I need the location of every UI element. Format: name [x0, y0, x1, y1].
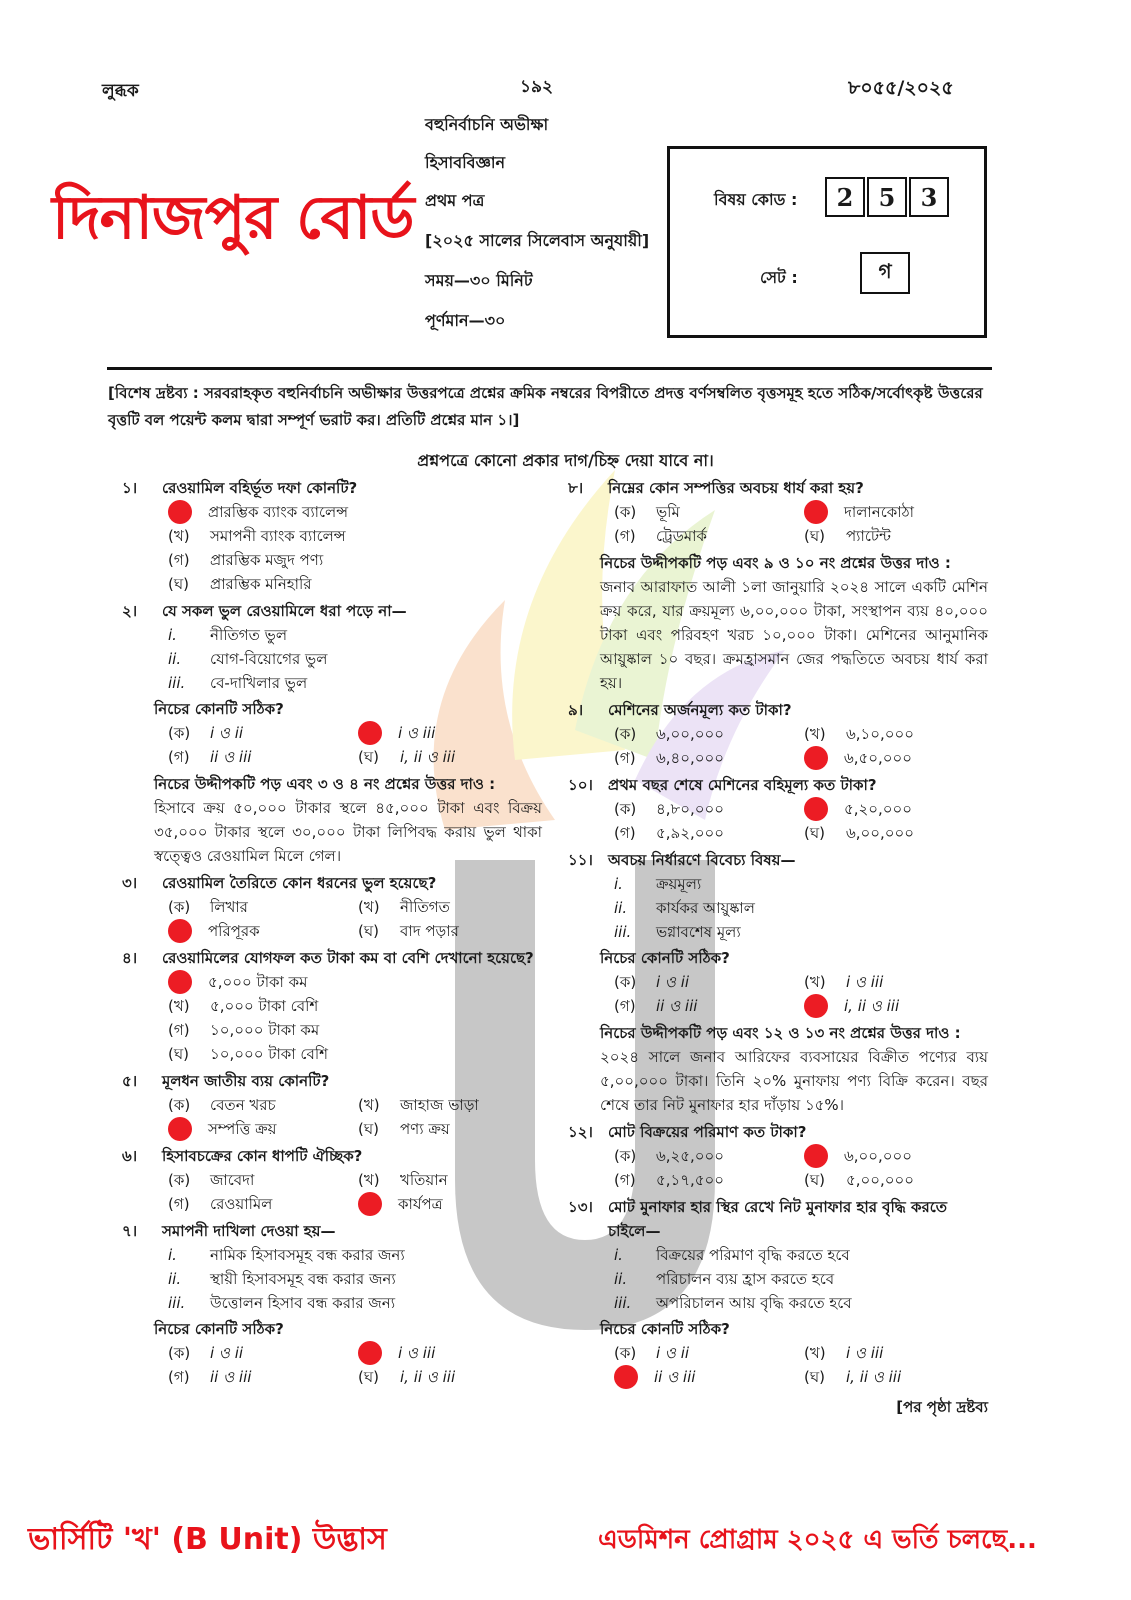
code-digit: 3	[909, 177, 949, 217]
answer-option[interactable]: (ঘ) ১০,০০০ টাকা বেশি	[168, 1045, 329, 1063]
statement: iii. উত্তোলন হিসাব বন্ধ করার জন্য	[168, 1294, 396, 1312]
answer-option[interactable]: (ঘ) i, ii ও iii	[804, 1368, 902, 1386]
which-correct: নিচের কোনটি সঠিক?	[600, 1320, 730, 1338]
answer-option[interactable]: (ঘ) i, ii ও iii	[358, 1368, 456, 1386]
answer-option[interactable]: (খ) ৬,১০,০০০	[804, 725, 915, 743]
option-list	[168, 970, 542, 1066]
answer-option[interactable]: (ঘ) প্যাটেন্ট	[804, 527, 891, 545]
answer-option[interactable]: পরিপূরক	[168, 919, 358, 943]
statement: ii. স্থায়ী হিসাবসমূহ বন্ধ করার জন্য	[168, 1270, 396, 1288]
which-correct: নিচের কোনটি সঠিক?	[154, 1320, 284, 1338]
answer-option[interactable]: (গ) ৬,৪০,০০০	[614, 749, 725, 767]
question: ৪। রেওয়ামিলের যোগফল কত টাকা কম বা বেশি দেখানো হয়েছে?	[122, 949, 534, 967]
subject-code-digits	[825, 177, 949, 217]
statement: i. নীতিগত ভুল	[168, 626, 287, 644]
answer-option[interactable]: (গ) ii ও iii	[168, 1368, 252, 1386]
answer-dot	[358, 1192, 382, 1216]
statement: iii. বে-দাখিলার ভুল	[168, 674, 308, 692]
answer-option[interactable]: (ক) i ও ii	[614, 973, 690, 991]
answer-option[interactable]: (ক) i ও ii	[168, 1344, 244, 1362]
answer-dot	[804, 994, 828, 1018]
answer-option[interactable]: i, ii ও iii	[804, 994, 984, 1018]
set-value: গ	[860, 252, 910, 294]
answer-dot	[358, 1341, 382, 1365]
time-limit: সময়—৩০ মিনিট	[425, 271, 533, 290]
answer-option[interactable]: i ও iii	[358, 1341, 538, 1365]
footer-left-promo: ভার্সিটি 'খ' (B Unit) উদ্ভাস	[28, 1522, 387, 1557]
option-list	[168, 1168, 542, 1216]
stimulus-text: হিসাবে ক্রয় ৫০,০০০ টাকার স্থলে ৪৫,০০০ টাকা এবং বিক্রয় ৩৫,০০০ টাকার স্থলে ৩০,০০০ টাকা লিপিবদ্ধ করায় ভুল থাকা স্বত্ত্বেও রেওয়ামিল মিলে গেল।	[154, 799, 542, 865]
question: ৩। রেওয়ামিল তৈরিতে কোন ধরনের ভুল হয়েছে?	[122, 874, 437, 892]
exam-type: বহুনির্বাচনি অভীক্ষা	[425, 115, 549, 134]
right-column	[568, 473, 988, 1419]
answer-option[interactable]: (ক) জাবেদা	[168, 1171, 255, 1189]
footer-right-promo: এডমিশন প্রোগ্রাম ২০২৫ এ ভর্তি চলছে...	[598, 1525, 1037, 1555]
question: ৬। হিসাবচক্রের কোন ধাপটি ঐচ্ছিক?	[122, 1147, 363, 1165]
stimulus-text: ২০২৪ সালে জনাব আরিফের ব্যবসায়ের বিক্রীত পণ্যের ব্যয় ৫,০০,০০০ টাকা। তিনি ২০% মুনাফায় পণ্য বিক্রি করেন। বছর শেষে তার নিট মুনাফার হার দাঁড়ায় ১৫%।	[600, 1048, 988, 1114]
stimulus-heading: নিচের উদ্দীপকটি পড় এবং ৩ ও ৪ নং প্রশ্নের উত্তর দাও :	[154, 775, 496, 793]
answer-option[interactable]: (গ) ৫,১৭,৫০০	[614, 1171, 724, 1189]
answer-option[interactable]: প্রারম্ভিক ব্যাংক ব্যালেন্স	[168, 500, 538, 524]
answer-option[interactable]: (গ) ১০,০০০ টাকা কম	[168, 1021, 320, 1039]
answer-option[interactable]: (ক) ৬,০০,০০০	[614, 725, 725, 743]
answer-option[interactable]: (খ) নীতিগত	[358, 898, 450, 916]
question: ৯। মেশিনের অর্জনমূল্য কত টাকা?	[568, 701, 792, 719]
answer-option[interactable]: (ক) i ও ii	[168, 724, 244, 742]
answer-option[interactable]: ৫,২০,০০০	[804, 797, 984, 821]
answer-dot	[804, 797, 828, 821]
code-digit: 2	[825, 177, 865, 217]
answer-option[interactable]: (ঘ) ৬,০০,০০০	[804, 824, 915, 842]
option-list	[614, 970, 988, 1018]
answer-option[interactable]: (ঘ) i, ii ও iii	[358, 748, 456, 766]
answer-option[interactable]: i ও iii	[358, 721, 538, 745]
divider	[107, 367, 992, 370]
board-name: দিনাজপুর বোর্ড	[52, 183, 414, 253]
page-number: ১৯২	[520, 77, 554, 97]
continue-note: [পর পৃষ্ঠা দ্রষ্টব্য	[896, 1398, 988, 1416]
answer-dot	[168, 1117, 192, 1141]
answer-dot	[804, 500, 828, 524]
question: ৫। মূলধন জাতীয় ব্যয় কোনটি?	[122, 1072, 330, 1090]
answer-option[interactable]: ii ও iii	[614, 1365, 804, 1389]
statement: i. বিক্রয়ের পরিমাণ বৃদ্ধি করতে হবে	[614, 1246, 850, 1264]
statement: iii. ভগ্নাবশেষ মূল্য	[614, 923, 741, 941]
statement: i. ক্রয়মূল্য	[614, 875, 702, 893]
answer-dot	[358, 721, 382, 745]
option-list	[168, 895, 542, 943]
option-list	[614, 797, 988, 845]
statement: ii. যোগ-বিয়োগের ভুল	[168, 650, 328, 668]
printer-label: লুব্ধক	[102, 81, 139, 101]
code-digit: 5	[867, 177, 907, 217]
answer-option[interactable]: (ঘ) প্রারম্ভিক মনিহারি	[168, 575, 312, 593]
answer-dot	[168, 500, 192, 524]
answer-option[interactable]: (ক) লিখার	[168, 898, 248, 916]
answer-option[interactable]: ৬,৫০,০০০	[804, 746, 984, 770]
stimulus-heading: নিচের উদ্দীপকটি পড় এবং ৯ ও ১০ নং প্রশ্নের উত্তর দাও :	[600, 554, 951, 572]
stimulus-text: জনাব আরাফাত আলী ১লা জানুয়ারি ২০২৪ সালে একটি মেশিন ক্রয় করে, যার ক্রয়মূল্য ৬,০০,০০০ টাকা, সংস্থাপন ব্যয় ৪০,০০০ টাকা এবং পরিবহণ খরচ ১০,০০০ টাকা। মেশিনের আনুমানিক আয়ুষ্কাল ১০ বছর। ক্রমহ্রাসমান জের পদ্ধতিতে অবচয় ধার্য করা হয়।	[600, 578, 988, 692]
warning-line: প্রশ্নপত্রে কোনো প্রকার দাগ/চিহ্ন দেয়া যাবে না।	[417, 451, 714, 470]
answer-option[interactable]: (গ) ii ও iii	[614, 997, 698, 1015]
answer-option[interactable]: দালানকোঠা	[804, 500, 984, 524]
answer-option[interactable]: (ঘ) পণ্য ক্রয়	[358, 1120, 450, 1138]
answer-dot	[804, 746, 828, 770]
answer-option[interactable]: (ক) ৬,২৫,০০০	[614, 1147, 725, 1165]
statement: ii. পরিচালন ব্যয় হ্রাস করতে হবে	[614, 1270, 835, 1288]
answer-option[interactable]: (ক) বেতন খরচ	[168, 1096, 276, 1114]
option-list	[614, 1341, 988, 1389]
which-correct: নিচের কোনটি সঠিক?	[600, 949, 730, 967]
answer-option[interactable]: (ঘ) বাদ পড়ার	[358, 922, 459, 940]
question: ২। যে সকল ভুল রেওয়ামিলে ধরা পড়ে না—	[122, 602, 407, 620]
answer-dot	[614, 1365, 638, 1389]
option-list	[168, 500, 542, 596]
answer-option[interactable]: (খ) সমাপনী ব্যাংক ব্যালেন্স	[168, 527, 346, 545]
question: ১৩। মোট মুনাফার হার স্থির রেখে নিট মুনাফার হার বৃদ্ধি করতে চাইলে—	[568, 1198, 948, 1240]
option-list	[614, 500, 988, 548]
question: ১। রেওয়ামিল বহির্ভূত দফা কোনটি?	[122, 479, 358, 497]
question: ১১। অবচয় নির্ধারণে বিবেচ্য বিষয়—	[568, 851, 796, 869]
answer-dot	[168, 919, 192, 943]
statement: ii. কার্যকর আয়ুষ্কাল	[614, 899, 755, 917]
answer-dot	[804, 1144, 828, 1168]
statement: iii. অপরিচালন আয় বৃদ্ধি করতে হবে	[614, 1294, 852, 1312]
answer-option[interactable]: ৫,০০০ টাকা কম	[168, 970, 538, 994]
answer-option[interactable]: সম্পত্তি ক্রয়	[168, 1117, 358, 1141]
subject-code-label: বিষয় কোড :	[714, 190, 798, 209]
answer-option[interactable]: (ক) i ও ii	[614, 1344, 690, 1362]
answer-option[interactable]: (খ) i ও iii	[804, 1344, 884, 1362]
statement: i. নামিক হিসাবসমূহ বন্ধ করার জন্য	[168, 1246, 405, 1264]
option-list	[614, 722, 988, 770]
answer-option[interactable]: (ক) ৪,৮০,০০০	[614, 800, 725, 818]
question: ১০। প্রথম বছর শেষে মেশিনের বহিমূল্য কত টাকা?	[568, 776, 877, 794]
option-list	[614, 1144, 988, 1192]
stimulus-heading: নিচের উদ্দীপকটি পড় এবং ১২ ও ১৩ নং প্রশ্নের উত্তর দাও :	[600, 1024, 961, 1042]
answer-option[interactable]: (খ) জাহাজ ভাড়া	[358, 1096, 479, 1114]
full-marks: পূর্ণমান—৩০	[425, 311, 506, 330]
question: ১২। মোট বিক্রয়ের পরিমাণ কত টাকা?	[568, 1123, 807, 1141]
set-label: সেট :	[760, 268, 798, 287]
question: ৮। নিম্নের কোন সম্পত্তির অবচয় ধার্য করা হয়?	[568, 479, 864, 497]
answer-option[interactable]: (খ) ৫,০০০ টাকা বেশি	[168, 997, 319, 1015]
option-list	[168, 1341, 542, 1389]
special-notice: [বিশেষ দ্রষ্টব্য : সরবরাহকৃত বহুনির্বাচনি অভীক্ষার উত্তরপত্রে প্রশ্নের ক্রমিক নম্বরের বিপরীতে প্রদত্ত বর্ণসম্বলিত বৃত্তসমূহ হতে সঠিক/সর্বোৎকৃষ্ট উত্তরের বৃত্তটি বল পয়েন্ট কলম দ্বারা সম্পূর্ণ ভরাট কর। প্রতিটি প্রশ্নের মান ১।]	[108, 384, 983, 429]
answer-option[interactable]: (খ) i ও iii	[804, 973, 884, 991]
code-reference: ৮০৫৫/২০২৫	[848, 77, 954, 99]
answer-option[interactable]: (গ) ট্রেডমার্ক	[614, 527, 707, 545]
answer-option[interactable]: (ঘ) ৫,০০,০০০	[804, 1171, 915, 1189]
option-list	[168, 721, 542, 769]
answer-option[interactable]: কার্যপত্র	[358, 1192, 538, 1216]
subject: হিসাববিজ্ঞান	[425, 153, 506, 172]
answer-option[interactable]: (খ) খতিয়ান	[358, 1171, 448, 1189]
paper: প্রথম পত্র	[425, 191, 485, 210]
option-list	[168, 1093, 542, 1141]
question: ৭। সমাপনী দাখিলা দেওয়া হয়—	[122, 1222, 336, 1240]
answer-option[interactable]: ৬,০০,০০০	[804, 1144, 984, 1168]
left-column	[122, 473, 542, 1389]
which-correct: নিচের কোনটি সঠিক?	[154, 700, 284, 718]
answer-option[interactable]: (গ) প্রারম্ভিক মজুদ পণ্য	[168, 551, 324, 569]
answer-option[interactable]: (গ) ৫,৯২,০০০	[614, 824, 725, 842]
syllabus-note: [২০২৫ সালের সিলেবাস অনুযায়ী]	[425, 231, 650, 250]
answer-dot	[168, 970, 192, 994]
subject-code-box	[667, 146, 987, 338]
answer-option[interactable]: (গ) রেওয়ামিল	[168, 1195, 273, 1213]
answer-option[interactable]: (গ) ii ও iii	[168, 748, 252, 766]
answer-option[interactable]: (ক) ভূমি	[614, 503, 680, 521]
